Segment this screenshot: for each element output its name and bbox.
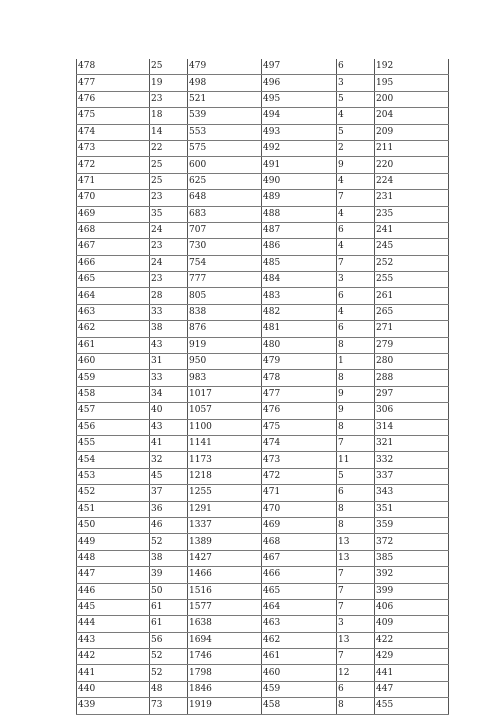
table-cell: 1100 (188, 419, 262, 435)
table-cell: 429 (375, 649, 449, 665)
table-cell: 468 (262, 534, 337, 550)
table-cell: 271 (375, 321, 449, 337)
table-cell: 444 (77, 616, 150, 632)
table-row (77, 386, 449, 402)
table-cell: 204 (375, 108, 449, 124)
table-cell: 473 (77, 140, 150, 156)
table-row (77, 222, 449, 238)
table-cell: 489 (262, 190, 337, 206)
table-row (77, 59, 449, 75)
table-cell: 477 (262, 386, 337, 402)
table-cell: 452 (77, 485, 150, 501)
table-cell: 23 (150, 190, 188, 206)
table-cell: 52 (150, 649, 188, 665)
table-cell: 245 (375, 239, 449, 255)
table-cell: 1218 (188, 468, 262, 484)
table-cell: 1389 (188, 534, 262, 550)
table-cell: 192 (375, 59, 449, 75)
table-cell: 3 (337, 616, 375, 632)
table-cell: 13 (337, 550, 375, 566)
table-cell: 473 (262, 452, 337, 468)
table-cell: 467 (262, 550, 337, 566)
table-cell: 472 (262, 468, 337, 484)
table-cell: 235 (375, 206, 449, 222)
table-cell: 7 (337, 649, 375, 665)
table-cell: 231 (375, 190, 449, 206)
table-cell: 209 (375, 124, 449, 140)
table-cell: 33 (150, 370, 188, 386)
table-cell: 3 (337, 272, 375, 288)
table-cell: 372 (375, 534, 449, 550)
table-cell: 32 (150, 452, 188, 468)
table-cell: 37 (150, 485, 188, 501)
table-cell: 8 (337, 419, 375, 435)
table-row (77, 698, 449, 714)
table-cell: 477 (77, 75, 150, 91)
table-cell: 1577 (188, 599, 262, 615)
table-row (77, 124, 449, 140)
table-cell: 1798 (188, 665, 262, 681)
table-cell: 553 (188, 124, 262, 140)
table-cell: 494 (262, 108, 337, 124)
table-cell: 321 (375, 435, 449, 451)
table-cell: 460 (262, 665, 337, 681)
table-cell: 43 (150, 337, 188, 353)
table-cell: 337 (375, 468, 449, 484)
table-cell: 6 (337, 288, 375, 304)
table-cell: 224 (375, 173, 449, 189)
table-row (77, 272, 449, 288)
table-cell: 8 (337, 698, 375, 714)
table-cell: 52 (150, 665, 188, 681)
table-row (77, 321, 449, 337)
table-cell: 1337 (188, 517, 262, 533)
table-cell: 476 (262, 403, 337, 419)
table-cell: 422 (375, 632, 449, 648)
table-cell: 488 (262, 206, 337, 222)
table-cell: 1173 (188, 452, 262, 468)
table-cell: 50 (150, 583, 188, 599)
table-cell: 461 (77, 337, 150, 353)
table-cell: 453 (77, 468, 150, 484)
table-cell: 439 (77, 698, 150, 714)
table-cell: 493 (262, 124, 337, 140)
table-cell: 39 (150, 567, 188, 583)
table-cell: 458 (262, 698, 337, 714)
table-cell: 6 (337, 321, 375, 337)
table-cell: 465 (262, 583, 337, 599)
table-cell: 475 (262, 419, 337, 435)
table-cell: 6 (337, 485, 375, 501)
table-cell: 492 (262, 140, 337, 156)
score-distribution-sheet (76, 59, 448, 715)
table-cell: 25 (150, 173, 188, 189)
table-cell: 4 (337, 206, 375, 222)
table-cell: 56 (150, 632, 188, 648)
table-cell: 474 (262, 435, 337, 451)
table-cell: 481 (262, 321, 337, 337)
table-row (77, 337, 449, 353)
table-cell: 38 (150, 550, 188, 566)
table-row (77, 403, 449, 419)
table-cell: 625 (188, 173, 262, 189)
table-cell: 490 (262, 173, 337, 189)
table-cell: 471 (262, 485, 337, 501)
table-cell: 351 (375, 501, 449, 517)
table-cell: 280 (375, 354, 449, 370)
table-row (77, 370, 449, 386)
table-row (77, 501, 449, 517)
table-cell: 443 (77, 632, 150, 648)
table-cell: 451 (77, 501, 150, 517)
table-cell: 482 (262, 304, 337, 320)
table-cell: 31 (150, 354, 188, 370)
table-cell: 448 (77, 550, 150, 566)
table-cell: 7 (337, 583, 375, 599)
table-cell: 466 (262, 567, 337, 583)
table-cell: 730 (188, 239, 262, 255)
table-cell: 5 (337, 91, 375, 107)
table-row (77, 534, 449, 550)
table-row (77, 91, 449, 107)
table-cell: 392 (375, 567, 449, 583)
table-cell: 241 (375, 222, 449, 238)
table-cell: 472 (77, 157, 150, 173)
table-cell: 2 (337, 140, 375, 156)
table-cell: 306 (375, 403, 449, 419)
table-cell: 73 (150, 698, 188, 714)
table-cell: 1017 (188, 386, 262, 402)
table-cell: 447 (375, 681, 449, 697)
table-cell: 314 (375, 419, 449, 435)
table-cell: 23 (150, 272, 188, 288)
table-cell: 449 (77, 534, 150, 550)
table-cell: 440 (77, 681, 150, 697)
table-cell: 61 (150, 599, 188, 615)
table-cell: 876 (188, 321, 262, 337)
table-cell: 409 (375, 616, 449, 632)
table-cell: 754 (188, 255, 262, 271)
table-cell: 456 (77, 419, 150, 435)
table-cell: 25 (150, 59, 188, 75)
table-row (77, 157, 449, 173)
table-cell: 497 (262, 59, 337, 75)
table-cell: 1919 (188, 698, 262, 714)
table-cell: 539 (188, 108, 262, 124)
table-cell: 496 (262, 75, 337, 91)
table-cell: 447 (77, 567, 150, 583)
table-cell: 19 (150, 75, 188, 91)
table-cell: 7 (337, 255, 375, 271)
table-cell: 22 (150, 140, 188, 156)
table-cell: 1 (337, 354, 375, 370)
table-cell: 200 (375, 91, 449, 107)
table-cell: 466 (77, 255, 150, 271)
table-cell: 1057 (188, 403, 262, 419)
table-row (77, 517, 449, 533)
table-cell: 575 (188, 140, 262, 156)
table-cell: 12 (337, 665, 375, 681)
table-row (77, 354, 449, 370)
table-cell: 25 (150, 157, 188, 173)
table-cell: 5 (337, 468, 375, 484)
table-cell: 4 (337, 239, 375, 255)
table-cell: 1255 (188, 485, 262, 501)
table-cell: 279 (375, 337, 449, 353)
table-cell: 9 (337, 157, 375, 173)
table-cell: 459 (77, 370, 150, 386)
table-cell: 8 (337, 517, 375, 533)
table-cell: 288 (375, 370, 449, 386)
table-cell: 470 (77, 190, 150, 206)
table-cell: 7 (337, 567, 375, 583)
table-cell: 1466 (188, 567, 262, 583)
table-cell: 495 (262, 91, 337, 107)
table-cell: 3 (337, 75, 375, 91)
table-cell: 40 (150, 403, 188, 419)
table-row (77, 632, 449, 648)
table-cell: 1516 (188, 583, 262, 599)
table-cell: 1141 (188, 435, 262, 451)
table-cell: 486 (262, 239, 337, 255)
table-cell: 838 (188, 304, 262, 320)
table-cell: 707 (188, 222, 262, 238)
table-cell: 479 (262, 354, 337, 370)
table-cell: 46 (150, 517, 188, 533)
table-cell: 454 (77, 452, 150, 468)
table-row (77, 485, 449, 501)
table-cell: 5 (337, 124, 375, 140)
table-cell: 1291 (188, 501, 262, 517)
table-cell: 255 (375, 272, 449, 288)
table-cell: 8 (337, 337, 375, 353)
table-row (77, 108, 449, 124)
table-cell: 43 (150, 419, 188, 435)
table-cell: 471 (77, 173, 150, 189)
table-row (77, 583, 449, 599)
table-cell: 14 (150, 124, 188, 140)
table-cell: 805 (188, 288, 262, 304)
table-cell: 950 (188, 354, 262, 370)
table-row (77, 419, 449, 435)
table-cell: 455 (375, 698, 449, 714)
table-cell: 469 (262, 517, 337, 533)
table-row (77, 288, 449, 304)
table-cell: 442 (77, 649, 150, 665)
table-cell: 498 (188, 75, 262, 91)
table-cell: 385 (375, 550, 449, 566)
table-cell: 445 (77, 599, 150, 615)
table-row (77, 206, 449, 222)
table-cell: 399 (375, 583, 449, 599)
table-cell: 6 (337, 222, 375, 238)
table-cell: 463 (262, 616, 337, 632)
table-cell: 600 (188, 157, 262, 173)
table-cell: 463 (77, 304, 150, 320)
table-cell: 195 (375, 75, 449, 91)
table-cell: 483 (262, 288, 337, 304)
table-cell: 359 (375, 517, 449, 533)
table-cell: 464 (262, 599, 337, 615)
table-cell: 8 (337, 370, 375, 386)
table-cell: 343 (375, 485, 449, 501)
table-row (77, 239, 449, 255)
table-row (77, 567, 449, 583)
table-cell: 211 (375, 140, 449, 156)
table-cell: 41 (150, 435, 188, 451)
table-cell: 478 (77, 59, 150, 75)
table-cell: 6 (337, 59, 375, 75)
table-row (77, 173, 449, 189)
table-cell: 9 (337, 386, 375, 402)
table-row (77, 616, 449, 632)
table-row (77, 665, 449, 681)
table-row (77, 649, 449, 665)
score-table (76, 59, 449, 715)
table-cell: 297 (375, 386, 449, 402)
table-row (77, 435, 449, 451)
table-cell: 9 (337, 403, 375, 419)
table-cell: 470 (262, 501, 337, 517)
table-cell: 465 (77, 272, 150, 288)
table-row (77, 550, 449, 566)
table-cell: 220 (375, 157, 449, 173)
table-cell: 48 (150, 681, 188, 697)
table-cell: 485 (262, 255, 337, 271)
table-cell: 467 (77, 239, 150, 255)
table-cell: 450 (77, 517, 150, 533)
table-cell: 61 (150, 616, 188, 632)
table-cell: 475 (77, 108, 150, 124)
table-cell: 480 (262, 337, 337, 353)
table-row (77, 599, 449, 615)
table-cell: 474 (77, 124, 150, 140)
table-cell: 464 (77, 288, 150, 304)
table-cell: 983 (188, 370, 262, 386)
table-cell: 777 (188, 272, 262, 288)
table-cell: 332 (375, 452, 449, 468)
table-cell: 36 (150, 501, 188, 517)
table-cell: 459 (262, 681, 337, 697)
table-cell: 8 (337, 501, 375, 517)
table-cell: 23 (150, 91, 188, 107)
table-cell: 458 (77, 386, 150, 402)
table-cell: 4 (337, 304, 375, 320)
table-cell: 491 (262, 157, 337, 173)
table-cell: 18 (150, 108, 188, 124)
table-cell: 7 (337, 435, 375, 451)
table-row (77, 255, 449, 271)
table-cell: 1846 (188, 681, 262, 697)
table-cell: 1638 (188, 616, 262, 632)
table-cell: 460 (77, 354, 150, 370)
table-row (77, 681, 449, 697)
table-cell: 521 (188, 91, 262, 107)
table-cell: 648 (188, 190, 262, 206)
table-cell: 476 (77, 91, 150, 107)
table-cell: 1694 (188, 632, 262, 648)
table-cell: 45 (150, 468, 188, 484)
table-cell: 478 (262, 370, 337, 386)
table-row (77, 468, 449, 484)
table-cell: 35 (150, 206, 188, 222)
table-cell: 34 (150, 386, 188, 402)
table-cell: 4 (337, 108, 375, 124)
table-cell: 406 (375, 599, 449, 615)
table-cell: 462 (77, 321, 150, 337)
table-cell: 4 (337, 173, 375, 189)
table-cell: 261 (375, 288, 449, 304)
table-cell: 252 (375, 255, 449, 271)
table-cell: 457 (77, 403, 150, 419)
table-cell: 446 (77, 583, 150, 599)
table-cell: 24 (150, 255, 188, 271)
table-cell: 441 (375, 665, 449, 681)
table-cell: 462 (262, 632, 337, 648)
table-cell: 461 (262, 649, 337, 665)
table-cell: 23 (150, 239, 188, 255)
table-cell: 479 (188, 59, 262, 75)
table-cell: 13 (337, 632, 375, 648)
table-cell: 24 (150, 222, 188, 238)
table-row (77, 304, 449, 320)
table-cell: 13 (337, 534, 375, 550)
table-cell: 28 (150, 288, 188, 304)
table-cell: 33 (150, 304, 188, 320)
table-cell: 7 (337, 190, 375, 206)
table-cell: 11 (337, 452, 375, 468)
table-cell: 919 (188, 337, 262, 353)
table-cell: 52 (150, 534, 188, 550)
table-cell: 1427 (188, 550, 262, 566)
table-row (77, 452, 449, 468)
table-cell: 7 (337, 599, 375, 615)
table-cell: 683 (188, 206, 262, 222)
table-cell: 487 (262, 222, 337, 238)
table-cell: 484 (262, 272, 337, 288)
score-table-body (77, 59, 449, 714)
table-cell: 468 (77, 222, 150, 238)
table-cell: 441 (77, 665, 150, 681)
table-row (77, 190, 449, 206)
table-cell: 1746 (188, 649, 262, 665)
table-cell: 455 (77, 435, 150, 451)
table-cell: 6 (337, 681, 375, 697)
table-row (77, 75, 449, 91)
table-row (77, 140, 449, 156)
table-cell: 38 (150, 321, 188, 337)
table-cell: 265 (375, 304, 449, 320)
table-cell: 469 (77, 206, 150, 222)
